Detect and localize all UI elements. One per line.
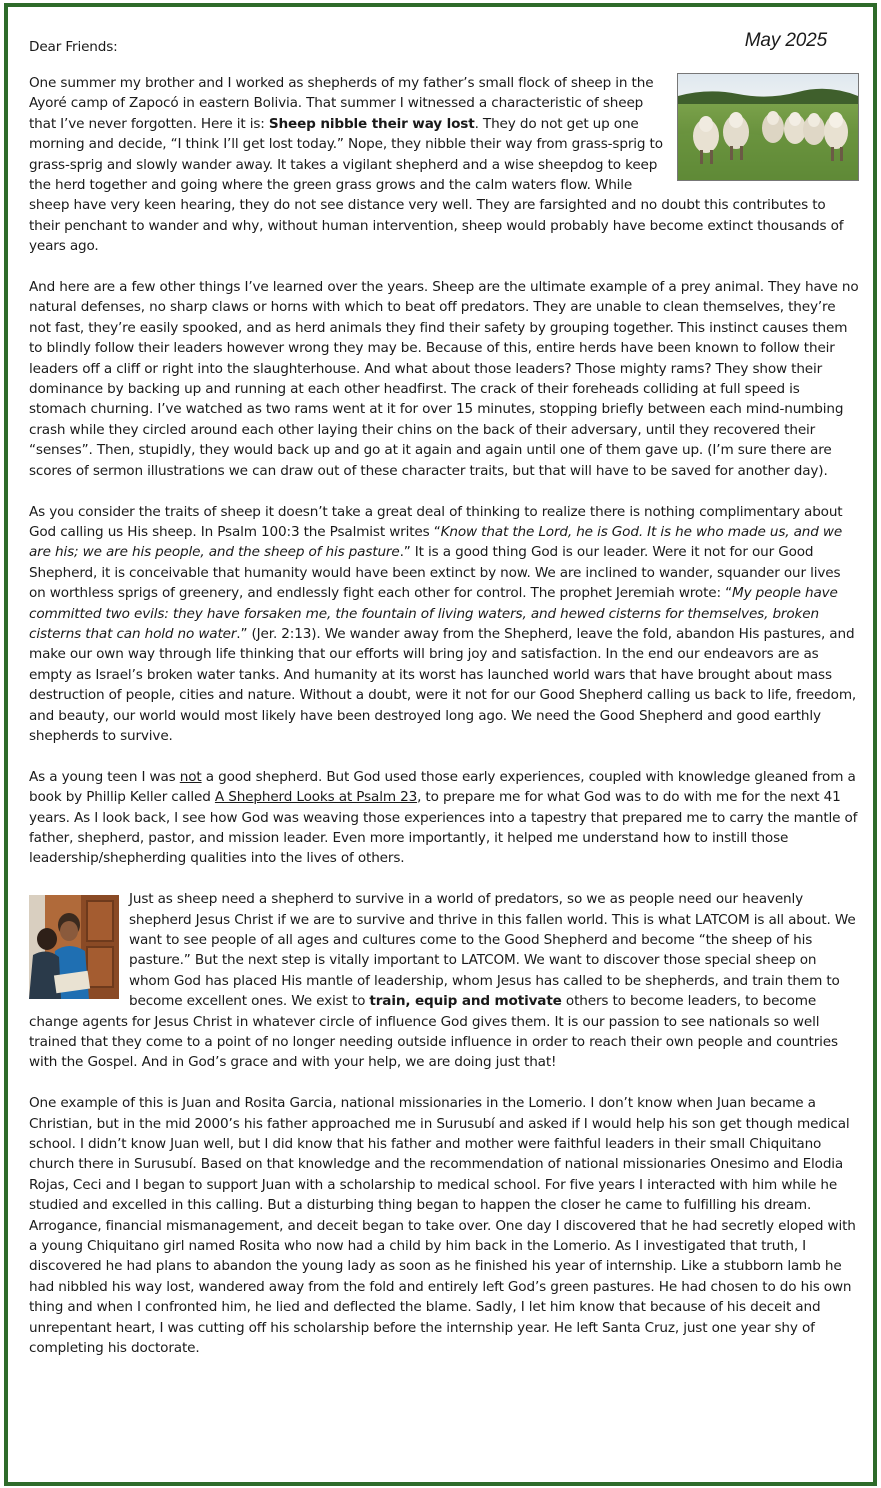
sheep-photo	[677, 73, 859, 181]
paragraph-3	[29, 502, 859, 747]
paragraph-4-text-b: a good shepherd. But God used those early experiences, coupled with knowledge gleaned from a book by Phillip Keller called	[29, 768, 856, 806]
paragraph-5-text-a: Just as sheep need a shepherd to survive in a world of predators, so we as people need our heavenly shepherd Jesus Christ if we are to survive and thrive in this fallen world. This is what LATCOM is all about. We want to see people of all ages and cultures come to the Good Shepherd and become “the sheep of his pasture.” But the next step is vitally important to LATCOM. We want to discover those special sheep on whom God has placed His mantle of leadership, whom Jesus has called to be shepherds, and train them to become excellent ones. We exist to	[129, 891, 856, 1010]
paragraph-4-text-c: , to prepare me for what God was to do with me for the next 41 years. As I look back, I see how God was weaving those experiences into a tapestry that prepared me to carry the mantle of father, shepherd, pastor, and mission leader. Even more importantly, it helped me understand how to instill those leadership/shepherding qualities into the lives of others.	[29, 789, 858, 867]
paragraph-1-text-a: One summer my brother and I worked as shepherds of my father’s small flock of sheep in the Ayoré camp of Zapocó in eastern Bolivia. That summer I witnessed a characteristic of sheep that I’ve never forgotten. Here it is:	[29, 75, 654, 132]
paragraph-1-text-b: . They do not get up one morning and decide, “I think I’ll get lost today.” Nope, they nibble their way from grass-sprig to grass-sprig and slowly wander away. It takes a vigilant shepherd and a wise sheepdog to keep the herd together and going where the green grass grows and the calm waters flow. While sheep have very keen hearing, they do not see distance very well. They are farsighted and no doubt this contributes to their penchant to wander and why, without human intervention, sheep would probably have become extinct thousands of years ago.	[29, 115, 844, 255]
page-border	[4, 3, 877, 1486]
paragraph-3-text-a: As you consider the traits of sheep it doesn’t take a great deal of thinking to realize there is nothing complimentary about God calling us His sheep. In Psalm 100:3 the Psalmist writes “	[29, 503, 843, 540]
paragraph-4	[29, 767, 859, 869]
paragraph-6: One example of this is Juan and Rosita Garcia, national missionaries in the Lomerio. I don’t know when Juan became a Christian, but in the mid 2000’s his father approached me in Surusubí and asked if I would help his son get though medical school. I didn’t know Juan well, but I did know that his father and mother were faithful leaders in their small Chiquitano church there in Surusubí. Based on that knowledge and the recommendation of national missionaries Onesimo and Elodia Rojas, Ceci and I began to support Juan with a scholarship to medical school. For five years I interacted with him while he studied and excelled in this calling. But a disturbing thing began to happen the closer he came to fulfilling his dream. Arrogance, financial mismanagement, and deceit began to take over. One day I discovered that he had secretly eloped with a young Chiquitano girl named Rosita who now had a child by him back in the Lomerio. As I investigated that truth, I discovered he had plans to abandon the young lady as soon as he finished his year of internship. Like a stubborn lamb he had nibbled his way lost, wandered away from the fold and entirely left God’s green pastures. He had chosen to do his own thing and when I confronted him, he lied and deflected the blame. Sadly, I let him know that because of his deceit and unrepentant heart, I was cutting off his scholarship before the internship year. He left Santa Cruz, just one year shy of completing his doctorate.	[29, 1095, 856, 1357]
letter-date: May 2025	[744, 30, 827, 51]
paragraph-4-text-a: As a young teen I was	[29, 768, 180, 785]
paragraph-2: And here are a few other things I’ve learned over the years. Sheep are the ultimate example of a prey animal. They have no natural defenses, no sharp claws or horns with which to beat off predators. They are unable to clean themselves, they’re not fast, they’re easily spooked, and as herd animals they find their safety by grouping together. This instinct causes them to blindly follow their leaders however wrong they may be. Because of this, entire herds have been known to follow their leaders off a cliff or right into the slaughterhouse. And what about those leaders? Those mighty rams? They show their dominance by backing up and running at each other headfirst. The crack of their foreheads colliding at full speed is stomach churning. I’ve watched as two rams went at it for over 15 minutes, stopping briefly between each mind-numbing crash while they circled around each other laying their chins on the back of their adversary, until they recovered their “senses”. Then, stupidly, they would back up and go at it again and again until one of them gave up. (I’m sure there are scores of sermon illustrations we can draw out of these character traits, but that will have to be saved for another day).	[29, 279, 859, 479]
paragraph-3-text-b: .” It is a good thing God is our leader. Were it not for our Good Shepherd, it is conceivable that humanity would have been extinct by now. We are inclined to wander, squander our lives on worthless sprigs of greenery, and endlessly fight each other for control. The prophet Jeremiah wrote: “	[29, 544, 841, 602]
book-title: A Shepherd Looks at Psalm 23	[214, 789, 418, 806]
paragraph-5-bold: train, equip and motivate	[369, 993, 562, 1010]
paragraph-5	[29, 889, 859, 1073]
jeremiah-quote: My people have committed two evils: they have forsaken me, the fountain of living waters, and hewed cisterns for themselves, broken cisterns that can hold no water	[29, 585, 838, 642]
underlined-not: not	[179, 768, 202, 785]
paragraph-5-text-b: others to become leaders, to become change agents for Jesus Christ in whatever circle of influence God gives them. It is our passion to see nationals so well trained that they come to a point of no longer needing outside influence in order to reach their own people and countries with the Gospel. And in God’s grace and with your help, we are doing just that!	[29, 993, 838, 1071]
psalm-quote: Know that the Lord, he is God. It is he who made us, and we are his; we are his people, and the sheep of his pasture	[29, 523, 843, 561]
letter-header	[29, 31, 859, 61]
paragraph-1	[29, 73, 859, 257]
letter-body	[29, 31, 859, 1379]
salutation: Dear Friends:	[29, 39, 118, 55]
paragraph-3-text-c: .” (Jer. 2:13). We wander away from the Shepherd, leave the fold, abandon His pastures, and make our own way through life thinking that our efforts will bring joy and satisfaction. In the end our endeavors are as empty as Israel’s broken water tanks. And humanity at its worst has launched world wars that have brought about mass destruction of people, cities and nature. Without a doubt, were it not for our Good Shepherd calling us back to life, freedom, and beauty, our world would most likely have been destroyed long ago. We need the Good Shepherd and good earthly shepherds to survive.	[29, 625, 857, 744]
kids-photo	[29, 895, 119, 999]
paragraph-1-bold: Sheep nibble their way lost	[268, 115, 475, 132]
